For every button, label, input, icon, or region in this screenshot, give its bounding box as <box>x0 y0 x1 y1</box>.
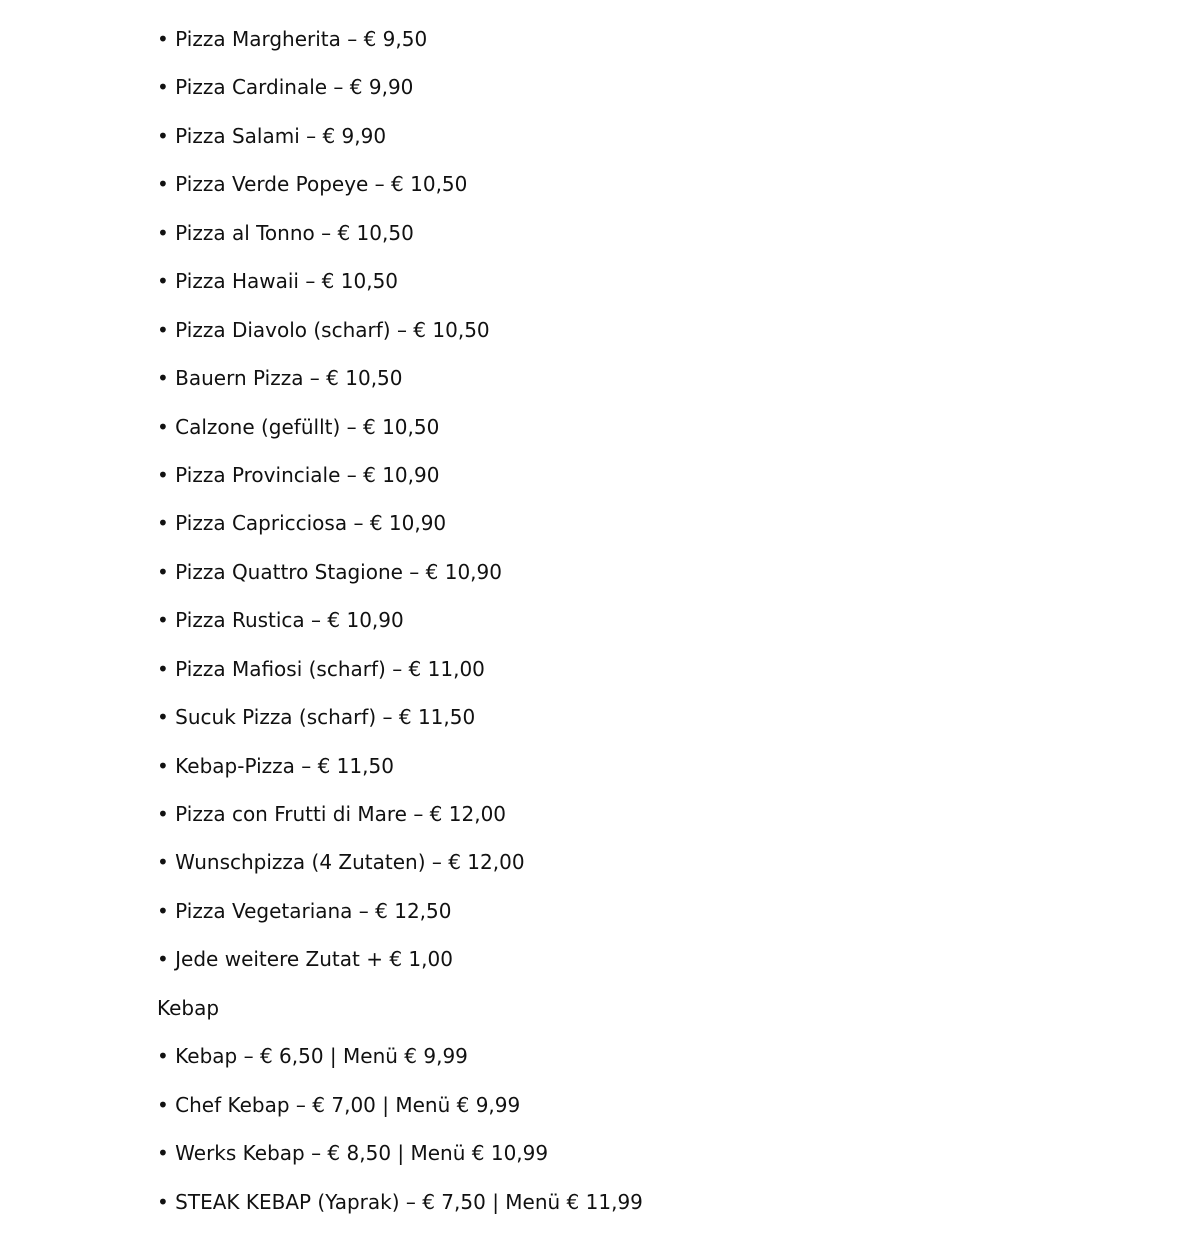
list-item: • Pizza con Frutti di Mare – € 12,00 <box>157 802 507 826</box>
list-item: • Pizza Quattro Stagione – € 10,90 <box>157 559 502 584</box>
list-item: • Pizza al Tonno – € 10,50 <box>157 220 414 245</box>
list-item: • Pizza Salami – € 9,90 <box>157 123 387 148</box>
list-item: • Pizza Diavolo (scharf) – € 10,50 <box>157 317 490 342</box>
list-item: • Wunschpizza (4 Zutaten) – € 12,00 <box>157 850 525 875</box>
list-item: • Pizza Margherita – € 9,50 <box>157 27 428 51</box>
list-item: • STEAK KEBAP (Yaprak) – € 7,50 | Menü € 11,99 <box>157 1189 643 1214</box>
menu-list <box>157 26 1157 1237</box>
list-item: • Pizza Vegetariana – € 12,50 <box>157 898 452 923</box>
list-item: • Sucuk Pizza (scharf) – € 11,50 <box>157 705 476 730</box>
list-item: • Pizza Cardinale – € 9,90 <box>157 75 414 100</box>
list-item: • Jede weitere Zutat + € 1,00 <box>157 947 453 972</box>
list-item: • Pizza Mafiosi (scharf) – € 11,00 <box>157 656 485 681</box>
list-item: • Pizza Provinciale – € 10,90 <box>157 462 440 487</box>
list-item: • Pizza Hawaii – € 10,50 <box>157 269 399 294</box>
list-item: • Pizza Capricciosa – € 10,90 <box>157 511 447 536</box>
list-item: • Kebap-Pizza – € 11,50 <box>157 753 394 778</box>
list-item: • Werks Kebap – € 8,50 | Menü € 10,99 <box>157 1141 549 1166</box>
list-item: • Pizza Rustica – € 10,90 <box>157 608 404 633</box>
list-item: • Chef Kebap – € 7,00 | Menü € 9,99 <box>157 1092 521 1117</box>
list-item: • Calzone (gefüllt) – € 10,50 <box>157 414 440 439</box>
list-item: • Kebap – € 6,50 | Menü € 9,99 <box>157 1044 468 1069</box>
list-item: • Bauern Pizza – € 10,50 <box>157 366 403 391</box>
section-heading-kebap: Kebap <box>157 995 220 1020</box>
list-item: • Pizza Verde Popeye – € 10,50 <box>157 172 468 197</box>
